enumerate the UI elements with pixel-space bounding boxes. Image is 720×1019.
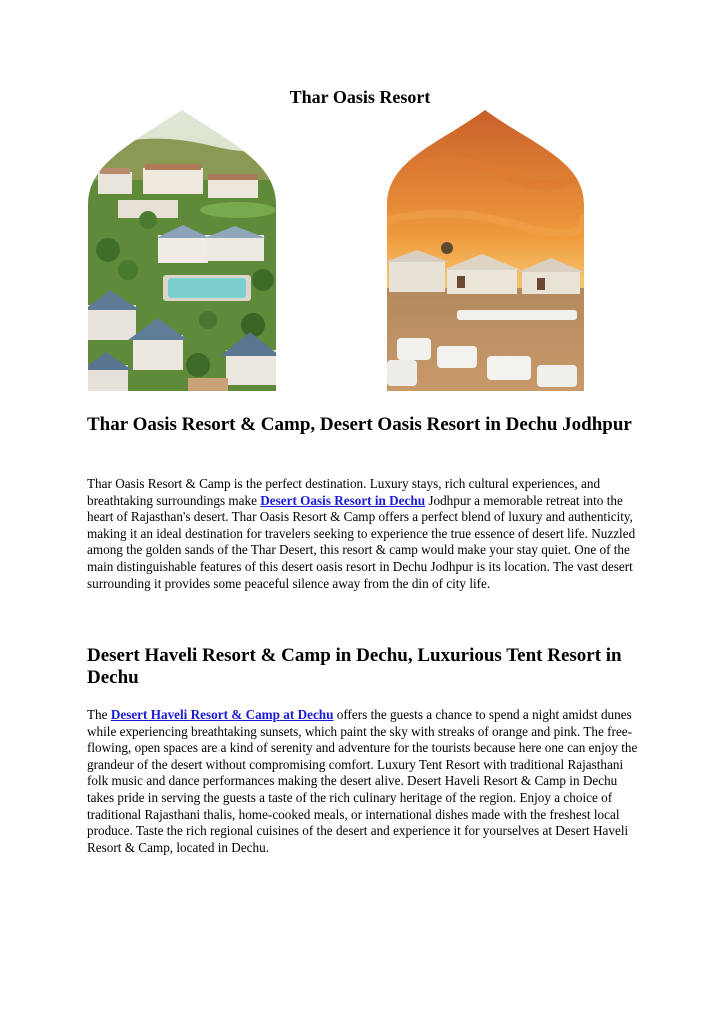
paragraph-text: offers the guests a chance to spend a night amidst dunes while experiencing breathtaking sunsets, which paint the sky with streaks of orange and pink. The free-flowing, open spaces are a kind of serenity and adventure for the tourists because here one can enjoy the grandeur of the desert without compromising comfort. Luxury Tent Resort with traditional Rajasthani folk music and dance performances making the desert alive. Desert Haveli Resort & Camp in Dechu takes pride in serving the guests a taste of the rich culinary heritage of the region. Enjoy a choice of traditional Rajasthani thalis, home-cooked meals, or international dishes made with the freshest local produce. Taste the rich regional cuisines of the desert and experience it for yourselves at Desert Haveli Resort & Camp, located in Dechu.: [87, 707, 638, 855]
desert-camp-sunset-photo: [387, 110, 584, 391]
section-paragraph-thar-oasis: [87, 476, 647, 592]
paragraph-text: Jodhpur a memorable retreat into the heart of Rajasthan's desert. Thar Oasis Resort & Camp offers a perfect blend of luxury and authenticity, making it an ideal destination for travelers seeking to experience the true essence of desert life. Nuzzled among the golden sands of the Thar Desert, this resort & camp would make your stay quiet. One of the main distinguishable features of this desert oasis resort in Dechu Jodhpur is its location. The vast desert surrounding it provides some peaceful silence away from the din of city life.: [87, 492, 636, 591]
section-heading-thar-oasis: Thar Oasis Resort & Camp, Desert Oasis Resort in Dechu Jodhpur: [87, 414, 632, 435]
paragraph-text: Thar Oasis Resort & Camp is the perfect destination. Luxury stays, rich cultural experiences, and breathtaking surroundings make: [87, 476, 601, 508]
section-heading-desert-haveli: Desert Haveli Resort & Camp in Dechu, Luxurious Tent Resort in Dechu: [87, 645, 622, 688]
resort-aerial-photo: [88, 110, 276, 391]
desert-haveli-resort-link[interactable]: Desert Haveli Resort & Camp at Dechu: [110, 707, 334, 722]
section-paragraph-desert-haveli: [87, 707, 647, 856]
desert-oasis-resort-link[interactable]: Desert Oasis Resort in Dechu: [260, 492, 426, 508]
paragraph-text: The: [87, 707, 111, 722]
page-title: Thar Oasis Resort: [289, 87, 431, 107]
